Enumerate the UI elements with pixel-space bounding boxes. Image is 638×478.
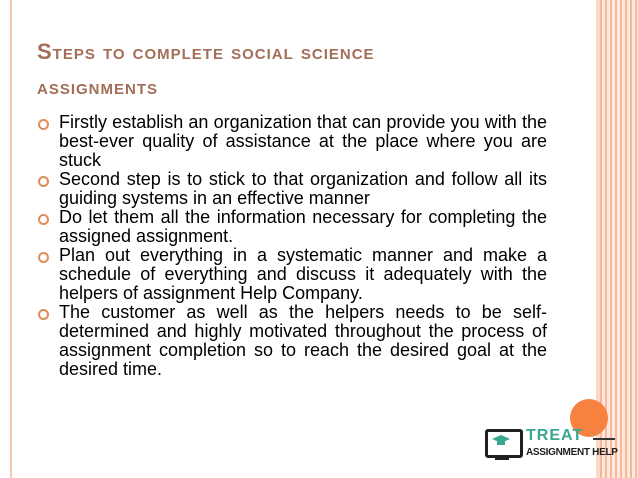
bullet-ring-icon xyxy=(38,176,49,187)
list-item xyxy=(37,246,547,303)
bullet-ring-icon xyxy=(38,252,49,263)
logo-subtitle: ASSIGNMENT HELP xyxy=(526,447,618,458)
left-frame-line xyxy=(10,0,12,478)
logo-rule xyxy=(593,438,615,440)
bullet-ring-icon xyxy=(38,214,49,225)
company-logo xyxy=(483,425,623,465)
bullet-text: Firstly establish an organization that can provide you with the best-ever quality of assistance at the place where you are stuck xyxy=(59,112,547,170)
title-line-2: assignments xyxy=(37,74,159,99)
monitor-stand xyxy=(495,456,509,460)
bullet-text: The customer as well as the helpers needs to be self-determined and highly motivated throughout the process of assignment completion so to reach the desired goal at the desired time. xyxy=(59,302,547,379)
slide-title xyxy=(37,34,557,104)
bullet-text: Second step is to stick to that organization and follow all its guiding systems in an effective manner xyxy=(59,169,547,208)
bullet-text: Plan out everything in a systematic manner and make a schedule of everything and discuss it adequately with the helpers of assignment Help Company. xyxy=(59,245,547,303)
right-stripe-border xyxy=(600,0,638,478)
graduation-cap-icon xyxy=(492,435,510,446)
bullet-text: Do let them all the information necessary for completing the assigned assignment. xyxy=(59,207,547,246)
list-item xyxy=(37,303,547,379)
bullet-list xyxy=(37,113,547,379)
bullet-ring-icon xyxy=(38,119,49,130)
list-item xyxy=(37,170,547,208)
title-line-1: Steps to complete social science xyxy=(37,39,375,64)
list-item xyxy=(37,208,547,246)
bullet-ring-icon xyxy=(38,309,49,320)
list-item xyxy=(37,113,547,170)
logo-brand: TREAT xyxy=(526,427,584,444)
